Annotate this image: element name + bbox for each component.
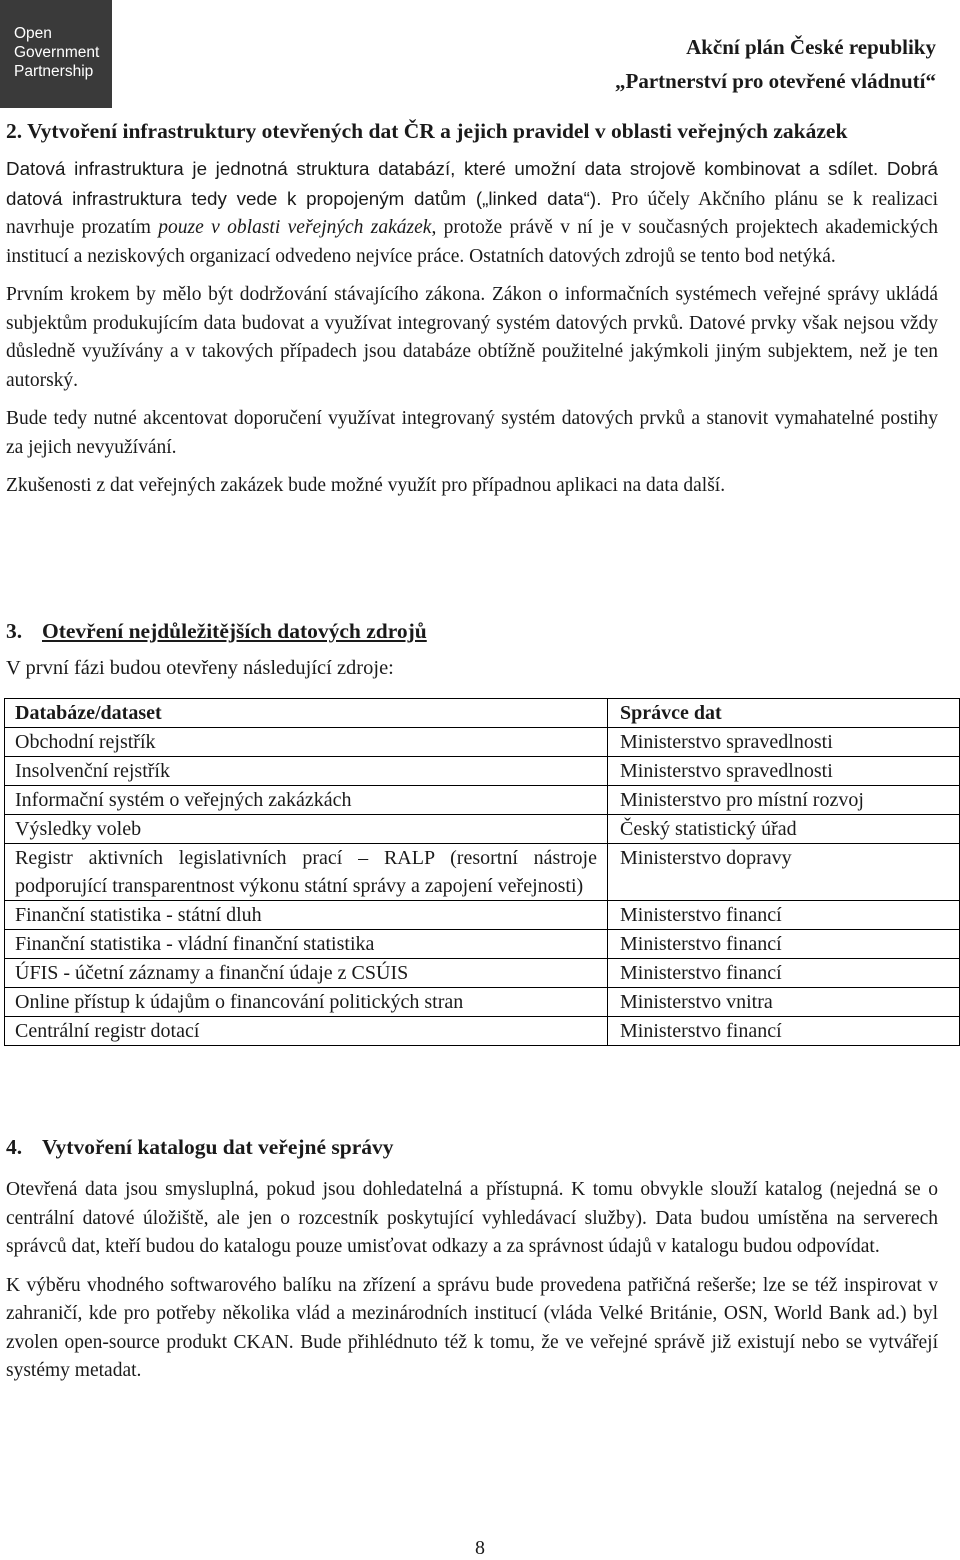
section-3 — [6, 617, 938, 683]
column-header-dataset: Databáze/dataset — [5, 699, 608, 728]
dataset-cell: Výsledky voleb — [5, 815, 608, 844]
section-2-paragraph-2: Prvním krokem by mělo být dodržování stávajícího zákona. Zákon o informačních systémech veřejné správy ukládá subjektům produkujícím data budovat a využívat integrovaný systém datových prvků. Datové prvky však nejsou vždy důsledně využívány a v takových případech jsou databáze obtížně použitelné jakýmkoli jiným subjektem, než je ten autorský. — [6, 284, 938, 391]
section-4 — [6, 1133, 938, 1386]
p1-part-b: Pro účely Akčního plánu se k realizaci navrhuje prozatím — [6, 188, 938, 238]
logo-line-2: Government — [14, 44, 100, 61]
page-number: 8 — [475, 1537, 485, 1559]
administrator-cell: Ministerstvo financí — [608, 959, 960, 988]
section-3-title: Otevření nejdůležitějších datových zdrojů — [42, 619, 427, 643]
p1-sans-part: Datová infrastruktura je jednotná struktura databází, které umožní data strojově kombinovat a sdílet. Dobrá datová infrastruktura tedy vede k propojeným datům („linked data“). — [6, 158, 938, 209]
administrator-cell: Ministerstvo pro místní rozvoj — [608, 786, 960, 815]
dataset-cell: Registr aktivních legislativních prací – RALP (resortní nástroje podporující transparentnost výkonu státní správy a zapojení veřejnosti) — [5, 844, 608, 901]
section-3-heading — [6, 617, 938, 646]
administrator-cell: Ministerstvo financí — [608, 1017, 960, 1046]
section-3-number: 3. — [6, 619, 23, 643]
table-row — [5, 901, 960, 930]
administrator-cell: Ministerstvo financí — [608, 930, 960, 959]
section-2 — [6, 117, 938, 501]
section-2-paragraph-3: Bude tedy nutné akcentovat doporučení využívat integrovaný systém datových prvků a stanovit vymahatelné postihy za jejich nevyužívání. — [6, 408, 938, 458]
dataset-cell: Centrální registr dotací — [5, 1017, 608, 1046]
administrator-cell: Ministerstvo spravedlnosti — [608, 728, 960, 757]
p1-part-d: , protože právě v ní je v současných projektech akademických institucí a neziskových organizací odvedeno nejvíce práce. Ostatních datových zdrojů se tento bod netýká. — [6, 217, 938, 267]
section-4-paragraph-2: K výběru vhodného softwarového balíku na zřízení a správu bude provedena patřičná rešerše; lze se též inspirovat v zahraničí, kde pro potřeby několika vlád a mezinárodních institucí (vláda Velké Británie, OSN, World Bank ad.) byl zvolen open-source produkt CKAN. Bude přihlédnuto též k tomu, že ve veřejné správě již existují nebo se vytvářejí systémy metadat. — [6, 1274, 938, 1381]
table-row — [5, 930, 960, 959]
administrator-cell: Český statistický úřad — [608, 815, 960, 844]
table-row — [5, 959, 960, 988]
section-2-heading: 2. Vytvoření infrastruktury otevřených dat ČR a jejich pravidel v oblasti veřejných zakázek — [6, 119, 848, 143]
table-row — [5, 786, 960, 815]
dataset-cell: ÚFIS - účetní záznamy a finanční údaje z CSÚIS — [5, 959, 608, 988]
section-4-number: 4. — [6, 1135, 23, 1159]
table-row — [5, 988, 960, 1017]
section-2-paragraph-4: Zkušenosti z dat veřejných zakázek bude možné využít pro případnou aplikaci na data další. — [6, 475, 726, 496]
administrator-cell: Ministerstvo spravedlnosti — [608, 757, 960, 786]
table-row — [5, 844, 960, 901]
table-row — [5, 757, 960, 786]
administrator-cell: Ministerstvo vnitra — [608, 988, 960, 1017]
section-4-heading — [6, 1133, 938, 1162]
logo-line-3: Partnership — [14, 63, 94, 80]
column-header-administrator: Správce dat — [608, 699, 960, 728]
dataset-cell: Online přístup k údajům o financování politických stran — [5, 988, 608, 1017]
dataset-cell: Informační systém o veřejných zakázkách — [5, 786, 608, 815]
p1-italic-part: pouze v oblasti veřejných zakázek — [158, 217, 432, 238]
table-header-row — [5, 699, 960, 728]
header-subtitle: „Partnerství pro otevřené vládnutí“ — [615, 69, 936, 93]
section-2-paragraph-1 — [6, 155, 938, 271]
header-title: Akční plán České republiky — [686, 35, 936, 59]
dataset-cell: Insolvenční rejstřík — [5, 757, 608, 786]
dataset-cell: Obchodní rejstřík — [5, 728, 608, 757]
logo-line-1: Open — [14, 25, 52, 42]
dataset-cell: Finanční statistika - státní dluh — [5, 901, 608, 930]
table-row — [5, 1017, 960, 1046]
administrator-cell: Ministerstvo dopravy — [608, 844, 960, 901]
table-row — [5, 728, 960, 757]
datasets-table — [4, 698, 960, 1046]
dataset-cell: Finanční statistika - vládní finanční statistika — [5, 930, 608, 959]
section-3-intro: V první fázi budou otevřeny následující zdroje: — [6, 657, 394, 679]
section-4-paragraph-1: Otevřená data jsou smysluplná, pokud jsou dohledatelná a přístupná. K tomu obvykle slouží katalog (nejedná se o centrální datové úložiště, ale jen o rozcestník poskytující vyhledávací služby). Data budou umístěna na serverech správců dat, kteří budou do katalogu pouze umisťovat odkazy a za správnost údajů v katalogu budou odpovídat. — [6, 1179, 938, 1257]
section-4-title: Vytvoření katalogu dat veřejné správy — [42, 1135, 394, 1159]
ogp-logo — [0, 0, 112, 108]
administrator-cell: Ministerstvo financí — [608, 901, 960, 930]
table-row — [5, 815, 960, 844]
